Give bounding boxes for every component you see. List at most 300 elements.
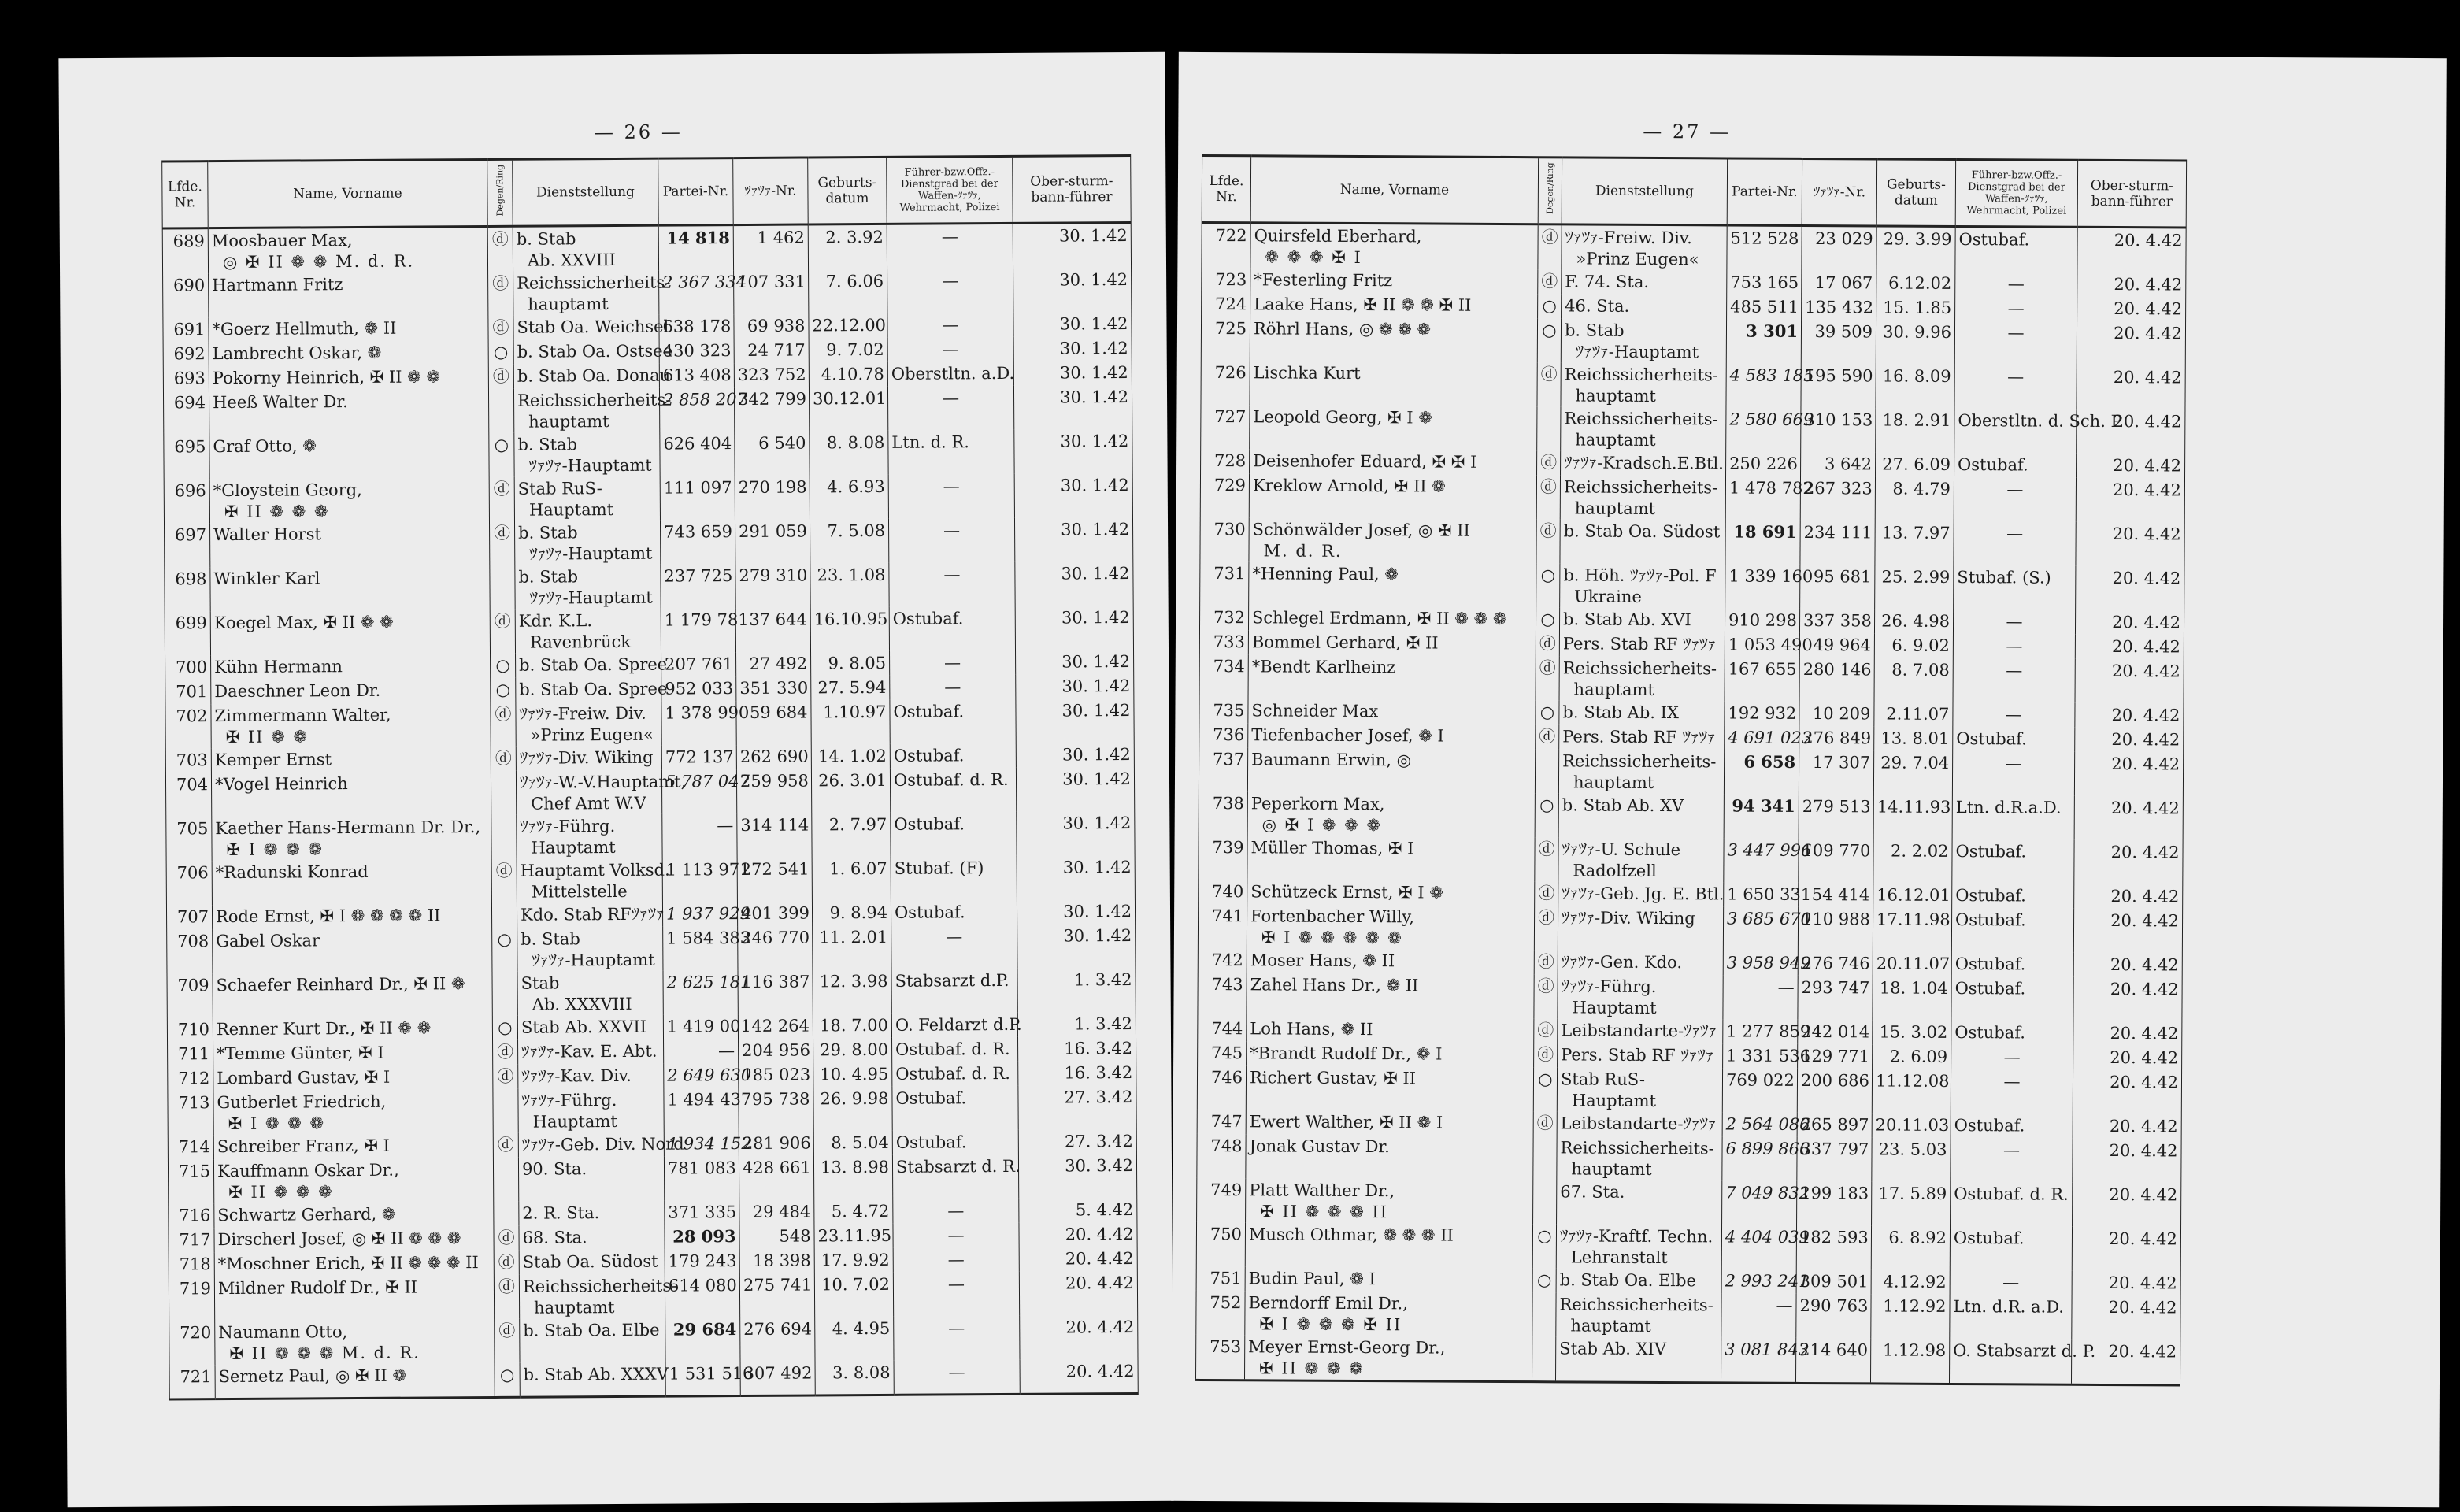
- entry-dienst: [1560, 563, 1725, 608]
- table-row: [164, 429, 1132, 480]
- entry-ring: ⓓ: [1535, 881, 1558, 906]
- entry-birth-date: 8. 4.79: [1875, 476, 1954, 521]
- entry-ss-nr: 17 067: [1802, 271, 1876, 295]
- dienst-text: F. 74. Sta.: [1565, 272, 1650, 291]
- entry-birth-date: 23. 5.03: [1872, 1137, 1951, 1182]
- entry-name: [1247, 1041, 1534, 1067]
- entry-dienst: [1555, 1336, 1721, 1383]
- entry-number: 692: [163, 342, 209, 366]
- entry-number: 730: [1200, 517, 1249, 561]
- entry-name: [1248, 699, 1536, 724]
- entry-birth-date: 9. 8.05: [811, 651, 890, 676]
- entry-partei-nr: 1 934 152: [664, 1132, 739, 1157]
- entry-ring: ○: [1533, 1067, 1557, 1111]
- entry-number: 727: [1201, 405, 1250, 449]
- entry-rank: Ostubaf.: [1952, 884, 2074, 909]
- entry-ring: ○: [1532, 1224, 1556, 1268]
- entry-number: 738: [1199, 791, 1247, 836]
- table-row: [1197, 1065, 2181, 1115]
- entry-rank: —: [1952, 751, 2074, 796]
- entry-number: 695: [164, 435, 209, 479]
- name-text: Kemper Ernst: [214, 750, 332, 770]
- dienst-text-2: Ab. XXVIII: [527, 250, 616, 270]
- entry-name: [1247, 1017, 1534, 1043]
- dienst-text-2: Radolfzell: [1573, 861, 1657, 880]
- entry-birth-date: 27. 5.94: [811, 676, 890, 701]
- dienst-text: ﾂｧﾂｧ-Freiw. Div.: [1565, 228, 1692, 248]
- dienst-text: b. Stab Oa. Elbe: [523, 1320, 660, 1340]
- entry-partei-nr: 6 658: [1724, 750, 1799, 794]
- table-row: [1198, 904, 2182, 954]
- entry-obst-date: 30. 1.42: [1014, 429, 1132, 474]
- entry-ring: [1535, 749, 1558, 793]
- entry-ring: [492, 972, 517, 1016]
- entry-birth-date: 30. 9.96: [1876, 320, 1954, 365]
- name-text: Richert Gustav, ✠ II: [1249, 1068, 1417, 1088]
- entry-partei-nr: 1 378 990: [661, 701, 736, 746]
- entry-obst-date: 20. 4.42: [2072, 1271, 2180, 1296]
- dienst-text: ﾂｧﾂｧ-U. Schule: [1562, 839, 1681, 860]
- name-text: *Vogel Heinrich: [214, 774, 348, 795]
- name-text: Meyer Ernst-Georg Dr.,: [1248, 1337, 1446, 1358]
- entry-ring: ⓓ: [1534, 950, 1558, 974]
- entry-obst-date: 30. 1.42: [1017, 811, 1135, 856]
- entry-partei-nr: 3 958 949: [1723, 951, 1798, 975]
- entry-rank: Stubaf. (F): [891, 856, 1017, 901]
- entry-number: 704: [165, 773, 211, 817]
- entry-obst-date: 20. 4.42: [1019, 1247, 1137, 1272]
- entry-dienst: [513, 388, 672, 433]
- entry-ring: ⓓ: [1534, 1018, 1558, 1043]
- entry-number: 713: [168, 1091, 213, 1135]
- dienst-text-2: Ravenbrück: [529, 632, 632, 652]
- entry-obst-date: 20. 4.42: [2075, 610, 2184, 636]
- entry-birth-date: 23.11.95: [814, 1224, 893, 1249]
- entry-rank: —: [1954, 521, 2076, 566]
- entry-number: 748: [1197, 1134, 1246, 1178]
- entry-ss-nr: 37 644: [735, 607, 810, 652]
- name-text: Schreiber Franz, ✠ I: [217, 1136, 390, 1157]
- dienst-text-2: »Prinz Eugen«: [1576, 249, 1699, 269]
- entry-rank: —: [1955, 296, 2077, 321]
- name-text: Tiefenbacher Josef, ❁ I: [1251, 725, 1444, 746]
- entry-birth-date: 7. 5.08: [810, 519, 888, 564]
- entry-number: 694: [163, 391, 209, 435]
- entry-number: 691: [163, 317, 209, 342]
- entry-birth-date: 1. 6.07: [812, 857, 891, 902]
- entry-number: 707: [166, 905, 212, 929]
- entry-number: 702: [165, 704, 211, 748]
- entry-ss-nr: 17 307: [1799, 750, 1873, 795]
- entry-ring: ⓓ: [1535, 837, 1558, 881]
- name-text: Dirscherl Josef, ◎ ✠ II ❁ ❁ ❁: [217, 1228, 461, 1250]
- entry-obst-date: 20. 4.42: [2072, 1295, 2180, 1340]
- entry-birth-date: 2. 3.92: [808, 224, 887, 269]
- entry-obst-date: 20. 4.42: [2077, 321, 2185, 366]
- entry-partei-nr: 781 083: [664, 1156, 739, 1201]
- table-row: [1196, 1222, 2180, 1272]
- entry-obst-date: 20. 4.42: [2076, 478, 2184, 523]
- dienst-text: ﾂｧﾂｧ-Freiw. Div.: [519, 703, 646, 724]
- name-text: Budin Paul, ❁ I: [1248, 1269, 1376, 1289]
- entry-name: [1250, 361, 1537, 406]
- entry-partei-nr: 7 049 832: [1722, 1180, 1797, 1225]
- entry-partei-nr: 1 531 516: [665, 1362, 740, 1396]
- entry-dienst: [519, 1201, 665, 1226]
- entry-obst-date: 30. 1.42: [1013, 222, 1131, 268]
- entry-rank: Oberstltn. d. Sch. P.: [1954, 409, 2077, 454]
- entry-number: 705: [166, 817, 212, 861]
- col-name-header: Name, Vorname: [1250, 156, 1538, 224]
- entry-ring: ○: [1536, 607, 1559, 632]
- table-row: [168, 1154, 1136, 1204]
- entry-birth-date: 9. 7.02: [809, 338, 887, 363]
- entry-birth-date: 3. 8.08: [815, 1361, 894, 1395]
- entry-obst-date: 20. 4.42: [2073, 1114, 2181, 1140]
- entry-partei-nr: 1 650 331: [1724, 882, 1799, 906]
- dienst-text: ﾂｧﾂｧ-Führg.: [520, 817, 616, 836]
- entry-name: [209, 340, 488, 366]
- name-text: Moser Hans, ❁ II: [1250, 951, 1395, 971]
- dienst-text: Reichssicherheits-: [1562, 658, 1717, 679]
- name-text: Röhrl Hans, ◎ ❁ ❁ ❁: [1253, 319, 1432, 339]
- dienst-text: ﾂｧﾂｧ-Div. Wiking: [1562, 908, 1695, 928]
- name-text: *Goerz Hellmuth, ❁ II: [212, 318, 397, 339]
- entry-name: [1247, 880, 1535, 906]
- dienst-text: Pers. Stab RF ﾂｧﾂｧ: [1561, 1045, 1714, 1065]
- entry-birth-date: 4.12.92: [1871, 1269, 1950, 1295]
- entry-birth-date: 18. 1.04: [1873, 976, 1951, 1021]
- table-row: [169, 1271, 1137, 1321]
- name-decorations: ✠ II ❁ ❁ ❁: [228, 1182, 334, 1203]
- entry-ring: ⓓ: [1533, 1111, 1557, 1136]
- table-row: [1202, 222, 2186, 272]
- col-geb-header: Geburts-datum: [808, 157, 887, 224]
- entry-ring: ○: [492, 1016, 517, 1040]
- entry-rank: —: [893, 1199, 1019, 1224]
- entry-name: [209, 316, 488, 342]
- dienst-text: Stab: [521, 973, 560, 993]
- entry-dienst: [513, 271, 671, 316]
- entry-ss-nr: 135 432: [1802, 295, 1876, 320]
- entry-partei-nr: 4 691 023: [1725, 725, 1799, 750]
- entry-obst-date: 20. 4.42: [2076, 566, 2184, 611]
- entry-rank: Ostubaf.: [1951, 976, 2073, 1021]
- entry-ring: ⓓ: [494, 1275, 519, 1319]
- entry-ss-nr: 234 111: [1800, 521, 1875, 565]
- table-row: [1201, 405, 2185, 454]
- entry-rank: Ostubaf. d. R.: [890, 768, 1016, 813]
- entry-obst-date: 20. 4.42: [2077, 297, 2186, 322]
- name-decorations: ✠ I ❁ ❁ ❁ ❁ ❁: [1261, 928, 1403, 948]
- entry-partei-nr: 769 022: [1722, 1068, 1797, 1112]
- table-row: [1199, 836, 2183, 885]
- entry-name: [1246, 1134, 1533, 1180]
- entry-birth-date: 9. 8.94: [812, 901, 891, 926]
- entry-dienst: [1557, 1111, 1722, 1136]
- entry-name: [213, 1158, 493, 1203]
- name-decorations: ✠ I ❁ ❁ ❁: [228, 1114, 326, 1134]
- entry-rank: Ostubaf.: [892, 1130, 1018, 1155]
- entry-name: [213, 1133, 493, 1159]
- table-header: [1202, 155, 2186, 228]
- entry-partei-nr: 3 447 996: [1724, 838, 1799, 882]
- entry-name: [1245, 1222, 1532, 1268]
- name-text: Walter Horst: [213, 524, 321, 545]
- table-row: [1200, 561, 2184, 611]
- entry-dienst: [519, 1250, 665, 1275]
- entry-obst-date: 20. 4.42: [2073, 1046, 2182, 1071]
- entry-dienst: [1556, 1292, 1721, 1337]
- entry-partei-nr: 743 659: [660, 520, 735, 565]
- entry-name: [1247, 747, 1535, 793]
- table-row: [163, 385, 1132, 435]
- dienst-text: Reichssicherheits-: [517, 272, 671, 293]
- name-text: *Brandt Rudolf Dr., ❁ I: [1250, 1043, 1443, 1064]
- name-text: Gutberlet Friedrich,: [217, 1091, 387, 1113]
- entry-birth-date: 18. 7.00: [813, 1014, 891, 1039]
- entry-obst-date: 27. 3.42: [1018, 1129, 1136, 1154]
- entry-name: [211, 747, 491, 773]
- entry-ring: ○: [1532, 1268, 1556, 1292]
- name-decorations: ✠ II ❁ ❁ ❁ II: [1260, 1202, 1389, 1222]
- entry-rank: —: [891, 925, 1017, 969]
- entry-ss-nr: 323 752: [734, 362, 809, 387]
- entry-name: [209, 521, 489, 567]
- table-row: [162, 222, 1131, 273]
- entry-dienst: [513, 225, 658, 272]
- name-text: Rode Ernst, ✠ I ❁ ❁ ❁ ❁ II: [215, 906, 441, 927]
- name-decorations: ◎ ✠ II ❁ ❁ M. d. R.: [222, 251, 415, 272]
- entry-rank: Ltn. d.R. a.D.: [1950, 1295, 2072, 1340]
- table-row: [1198, 973, 2182, 1022]
- entry-ring: ⓓ: [491, 859, 517, 903]
- table-row: [167, 968, 1136, 1018]
- entry-birth-date: 14.11.93: [1873, 795, 1952, 839]
- dienst-text-2: Hauptamt: [532, 1112, 617, 1132]
- name-text: Peperkorn Max,: [1250, 794, 1385, 814]
- entry-partei-nr: 207 761: [661, 652, 736, 677]
- entry-ss-nr: 42 264: [738, 1014, 813, 1039]
- entry-ring: ⓓ: [488, 272, 513, 316]
- entry-dienst: [514, 521, 660, 565]
- entry-name: [211, 702, 491, 748]
- entry-ring: ⓓ: [493, 1065, 518, 1089]
- entry-ss-nr: 204 956: [739, 1038, 813, 1063]
- entry-dienst: [1559, 700, 1725, 725]
- entry-ring: ⓓ: [494, 1226, 519, 1251]
- name-decorations: ✠ II ❁ ❁ ❁: [1259, 1358, 1365, 1379]
- entry-obst-date: 20. 4.42: [2075, 728, 2184, 753]
- entry-ring: ⓓ: [1534, 974, 1558, 1018]
- entry-ring: [491, 903, 517, 928]
- entry-dienst: [1560, 475, 1725, 520]
- name-text: Schützeck Ernst, ✠ I ❁: [1250, 882, 1443, 902]
- dienst-text: 46. Sta.: [1565, 296, 1630, 316]
- name-text: Bommel Gerhard, ✠ II: [1251, 632, 1439, 653]
- dienst-text-2: Ab. XXXVIII: [532, 994, 632, 1014]
- entry-name: [214, 1251, 494, 1277]
- entry-obst-date: 30. 1.42: [1016, 674, 1134, 699]
- dienst-text: b. Stab Oa. Ostsee: [517, 341, 673, 361]
- entry-ring: [1533, 1136, 1557, 1180]
- entry-ring: ⓓ: [489, 521, 514, 565]
- entry-birth-date: 20.11.03: [1872, 1113, 1951, 1138]
- entry-partei-nr: 4 583 185: [1726, 363, 1801, 407]
- entry-birth-date: 2. 7.97: [812, 813, 891, 858]
- entry-obst-date: 20. 4.42: [2071, 1340, 2180, 1385]
- entry-name: [1245, 1291, 1532, 1336]
- entry-birth-date: 17. 9.92: [814, 1248, 893, 1273]
- entry-ss-nr: 280 146: [1799, 658, 1874, 702]
- entry-rank: —: [889, 562, 1015, 607]
- entry-rank: Ostubaf.: [1951, 908, 2073, 953]
- dienst-text-2: Mittelstelle: [531, 881, 628, 902]
- entry-obst-date: 20. 4.42: [1019, 1222, 1137, 1247]
- entry-partei-nr: 29 684: [665, 1317, 740, 1362]
- entry-partei-nr: 1 419 001: [663, 1014, 738, 1040]
- entry-rank: O. Stabsarzt d. P.: [1949, 1339, 2071, 1384]
- name-text: Kauffmann Oskar Dr.,: [217, 1160, 399, 1181]
- entry-name: [1248, 630, 1536, 656]
- entry-ring: [1537, 406, 1561, 450]
- entry-name: [208, 226, 487, 273]
- dienst-text-2: hauptamt: [1574, 498, 1656, 518]
- entry-ss-nr: 401 399: [737, 901, 812, 926]
- entry-dienst: [517, 971, 663, 1016]
- entry-birth-date: 26. 3.01: [811, 769, 890, 813]
- entry-partei-nr: 430 323: [659, 339, 734, 364]
- entry-name: [212, 859, 491, 905]
- entry-rank: —: [1951, 1069, 2073, 1114]
- entry-dienst: [517, 1015, 663, 1040]
- name-text: *Temme Günter, ✠ I: [217, 1043, 384, 1064]
- entry-number: 745: [1198, 1041, 1247, 1065]
- name-decorations: M. d. R.: [1263, 541, 1343, 561]
- entry-dienst: [515, 609, 661, 654]
- entry-obst-date: 20. 4.42: [1020, 1315, 1138, 1360]
- entry-number: 721: [169, 1365, 215, 1399]
- entry-birth-date: 10. 7.02: [814, 1273, 893, 1317]
- entry-birth-date: 15. 1.85: [1876, 295, 1955, 321]
- dienst-text: ﾂｧﾂｧ-Kradsch.E.Btl.: [1564, 453, 1724, 473]
- dienst-text: b. Stab Ab. XXXV: [523, 1364, 669, 1384]
- entry-rank: Ostubaf. d. R.: [892, 1062, 1018, 1087]
- entry-partei-nr: 1 277 859: [1723, 1019, 1798, 1043]
- dienst-text: b. Stab Ab. IX: [1562, 702, 1679, 723]
- ring-header-label: Degen/Ring: [494, 164, 506, 217]
- entry-birth-date: 1.12.92: [1871, 1294, 1950, 1339]
- entry-ring: [491, 815, 517, 859]
- entry-partei-nr: 952 033: [661, 676, 736, 702]
- entry-ss-nr: 276 694: [740, 1317, 815, 1362]
- entry-birth-date: 13. 8.98: [813, 1155, 892, 1200]
- entry-rank: Stubaf. (S.): [1954, 565, 2076, 610]
- entry-dienst: [518, 1040, 664, 1065]
- dienst-text: Stab Oa. Weichsel: [517, 317, 669, 337]
- entry-birth-date: 10. 4.95: [813, 1062, 892, 1088]
- entry-rank: Oberstltn. a.D.: [887, 361, 1013, 387]
- entry-ss-nr: 109 770: [1799, 839, 1873, 883]
- col-nr-header: Lfde. Nr.: [162, 161, 209, 228]
- entry-ss-nr: 265 897: [1797, 1113, 1872, 1137]
- entry-birth-date: 2. 6.09: [1873, 1044, 1951, 1069]
- col-ss-header: ﾂｧﾂｧ-Nr.: [1802, 158, 1876, 225]
- table-row: [1197, 1178, 2181, 1228]
- entry-rank: —: [1955, 272, 2077, 297]
- entry-number: 709: [167, 973, 213, 1017]
- entry-name: [1250, 292, 1538, 318]
- entry-ss-nr: 276 746: [1798, 951, 1873, 976]
- entry-ring: ⓓ: [1537, 450, 1561, 475]
- entry-ring: ○: [1535, 793, 1558, 837]
- entry-ss-nr: 27 492: [736, 651, 811, 676]
- table-row: [166, 811, 1135, 862]
- entry-obst-date: 30. 3.42: [1018, 1154, 1136, 1199]
- entry-birth-date: 4.10.78: [809, 362, 887, 387]
- entry-dienst: [1556, 1224, 1721, 1269]
- ring-header-label: Degen/Ring: [1544, 161, 1555, 214]
- entry-birth-date: 6.12.02: [1876, 271, 1955, 296]
- entry-dienst: [1562, 294, 1727, 319]
- entry-rank: Ltn. d.R.a.D.: [1952, 795, 2074, 840]
- col-ring-header: [487, 159, 513, 226]
- entry-rank: —: [887, 386, 1013, 431]
- entry-ring: [488, 389, 513, 433]
- entry-rank: —: [888, 518, 1014, 563]
- entry-name: [209, 477, 489, 523]
- entry-rank: —: [1954, 321, 2077, 365]
- entry-rank: —: [1953, 702, 2075, 728]
- dienst-text-2: ﾂｧﾂｧ-Hauptamt: [1575, 342, 1699, 362]
- entry-birth-date: 27. 6.09: [1876, 452, 1954, 477]
- entry-dienst: [519, 1225, 665, 1251]
- entry-number: 706: [166, 861, 212, 905]
- entry-name: [209, 433, 489, 479]
- entry-partei-nr: 1 179 781: [661, 608, 735, 653]
- dienst-text: Reichssicherheits-: [1560, 1138, 1714, 1158]
- entry-ring: ○: [1537, 318, 1561, 362]
- entry-name: [1247, 836, 1535, 881]
- entry-ss-nr: 110 988: [1798, 907, 1873, 951]
- entry-birth-date: 15. 3.02: [1873, 1020, 1951, 1045]
- dienst-text: b. Stab: [521, 929, 580, 949]
- entry-partei-nr: 6 899 866: [1722, 1136, 1797, 1180]
- entry-dienst: [517, 927, 663, 972]
- entry-birth-date: 29. 7.04: [1873, 750, 1952, 795]
- entry-rank: Ostubaf.: [1953, 727, 2075, 752]
- name-text: Mildner Rudolf Dr., ✠ II: [217, 1277, 418, 1299]
- entry-ss-nr: 107 331: [734, 269, 809, 314]
- entry-ring: ⓓ: [1536, 475, 1560, 519]
- entry-partei-nr: 250 226: [1726, 451, 1801, 476]
- dienst-text: Stab Oa. Südost: [522, 1251, 658, 1272]
- name-text: *Moschner Erich, ✠ II ❁ ❁ ❁ II: [217, 1253, 479, 1274]
- entry-number: 724: [1202, 292, 1250, 317]
- entry-obst-date: 20. 4.42: [2074, 752, 2183, 797]
- entry-number: 725: [1201, 317, 1250, 361]
- entry-ss-nr: 267 323: [1800, 476, 1875, 521]
- name-text: Sernetz Paul, ◎ ✠ II ❁: [218, 1366, 407, 1387]
- entry-number: 693: [163, 366, 209, 391]
- entry-ss-nr: 39 509: [1801, 320, 1876, 364]
- entry-rank: Ostubaf. d. R.: [1951, 1182, 2073, 1227]
- entry-birth-date: 16.12.01: [1873, 883, 1952, 908]
- entry-dienst: [1556, 1268, 1721, 1293]
- entry-number: 737: [1199, 747, 1247, 791]
- entry-obst-date: 16. 3.42: [1018, 1061, 1136, 1086]
- entry-number: 696: [164, 479, 209, 523]
